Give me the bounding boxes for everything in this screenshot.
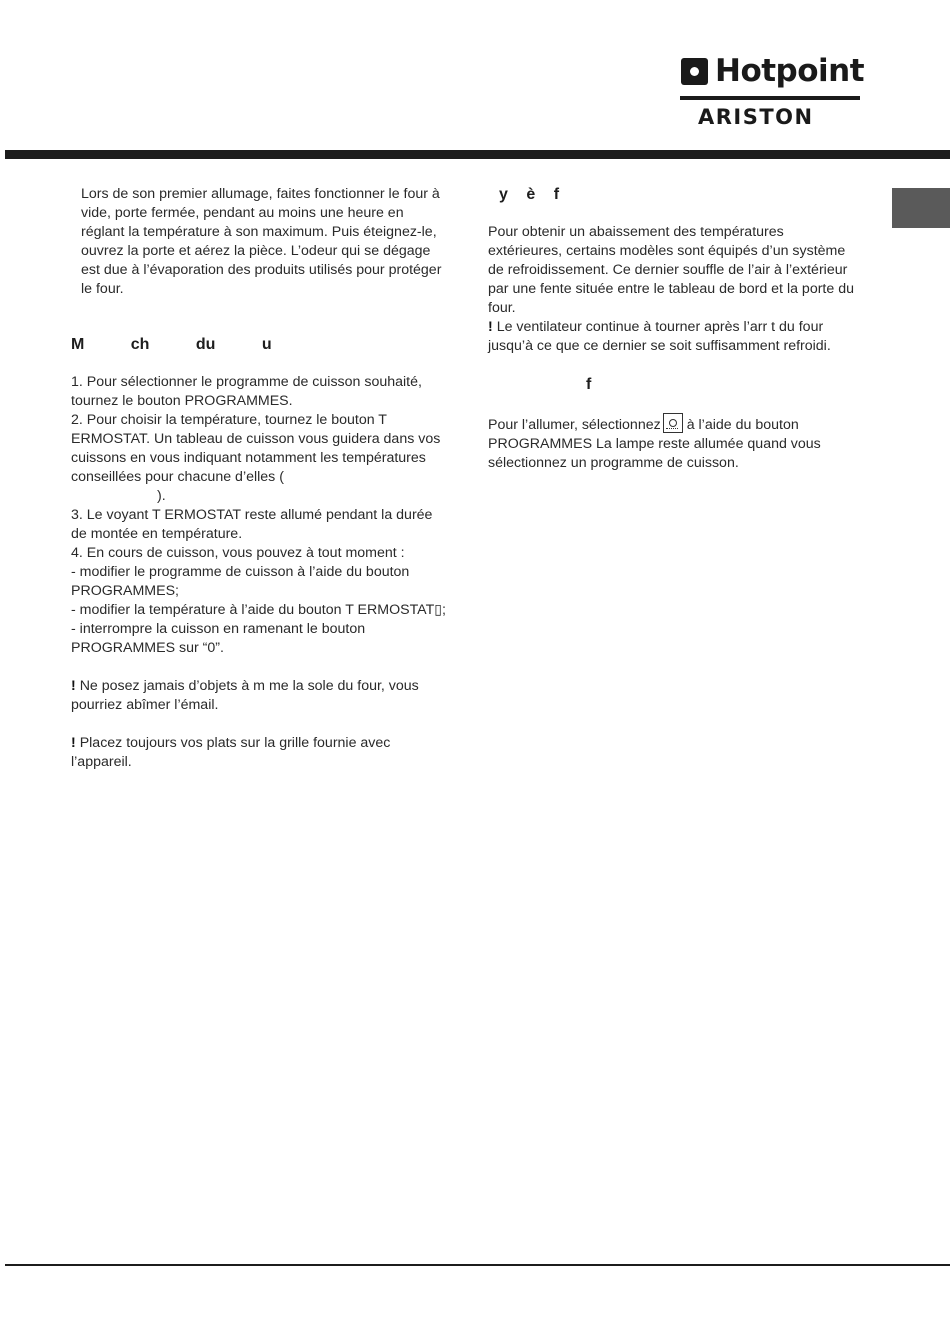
step-4-bullet-2: - modifier la température à l’aide du bouton T ERMOSTAT▯;: [71, 602, 447, 618]
intro-paragraph: Lors de son premier allumage, faites fonctionner le four à vide, porte fermée, pendant au moins une heure en réglant la température à son maximum. Puis éteignez-le, ouvrez la porte et aérez la pièce. L’odeur qui se dégage est due à l’évaporation des produits utilisés pour protéger le four.: [81, 186, 442, 297]
step-4: 4. En cours de cuisson, vous pouvez à tout moment :: [71, 545, 405, 561]
logo-mark-icon: [681, 58, 708, 85]
left-column: [71, 185, 446, 772]
cooling-paragraph: Pour obtenir un abaissement des températures extérieures, certains modèles sont équipés d’un système de refroidissement. Ce dernier souffle de l’air à l’extérieur par une fente située entre le tableau de bord et la porte du four.: [488, 224, 854, 316]
section-heading-lamp: f: [586, 376, 592, 393]
warning-grille: [71, 734, 446, 772]
lamp-paragraph: [488, 413, 860, 473]
brand-logo: [679, 53, 865, 130]
step-1: 1. Pour sélectionner le programme de cuisson souhaité, tournez le bouton PROGRAMMES.: [71, 374, 422, 409]
section-heading-start: M ch du u: [71, 336, 272, 353]
footer-rule: [5, 1264, 950, 1266]
step-3: 3. Le voyant T ERMOSTAT reste allumé pendant la durée de montée en température.: [71, 507, 433, 542]
brand-subname: ARISTON: [698, 105, 814, 129]
warning-text: Placez toujours vos plats sur la grille fournie avec l’appareil.: [71, 735, 391, 770]
warning-mark: !: [488, 319, 493, 335]
cooling-warning: [488, 318, 860, 356]
lamp-text-end: à l’aide du bouton PROGRAMMES La lampe reste allumée quand vous sélectionnez un programme de cuisson.: [488, 417, 821, 471]
section-heading-cooling: y è f: [499, 186, 560, 203]
step-4-bullet-3: - interrompre la cuisson en ramenant le bouton PROGRAMMES sur “0”.: [71, 621, 366, 656]
right-column: [488, 185, 860, 473]
warning-text: Ne posez jamais d’objets à m me la sole du four, vous pourriez abîmer l’émail.: [71, 678, 419, 713]
warning-mark: !: [71, 678, 76, 694]
step-2: 2. Pour choisir la température, tournez le bouton T ERMOSTAT. Un tableau de cuisson vous guidera dans vos cuissons en vous indiquant notamment les températures conseillées pour chacune d’elles (: [71, 412, 441, 485]
step-4-bullet-1: - modifier le programme de cuisson à l’aide du bouton PROGRAMMES;: [71, 564, 410, 599]
brand-name: Hotpoint: [715, 53, 865, 89]
warning-mark: !: [71, 735, 76, 751]
step-2-end: ).: [157, 488, 166, 504]
warning-text: Le ventilateur continue à tourner après l’arr t du four jusqu’à ce que ce dernier se soit suffisamment refroidi.: [488, 319, 831, 354]
warning-sole: [71, 677, 446, 715]
language-side-tab: [892, 188, 950, 228]
lamp-icon: [663, 413, 683, 433]
header-bar: [5, 150, 950, 159]
lamp-text-start: Pour l’allumer, sélectionnez: [488, 417, 661, 433]
logo-divider: [680, 96, 860, 100]
